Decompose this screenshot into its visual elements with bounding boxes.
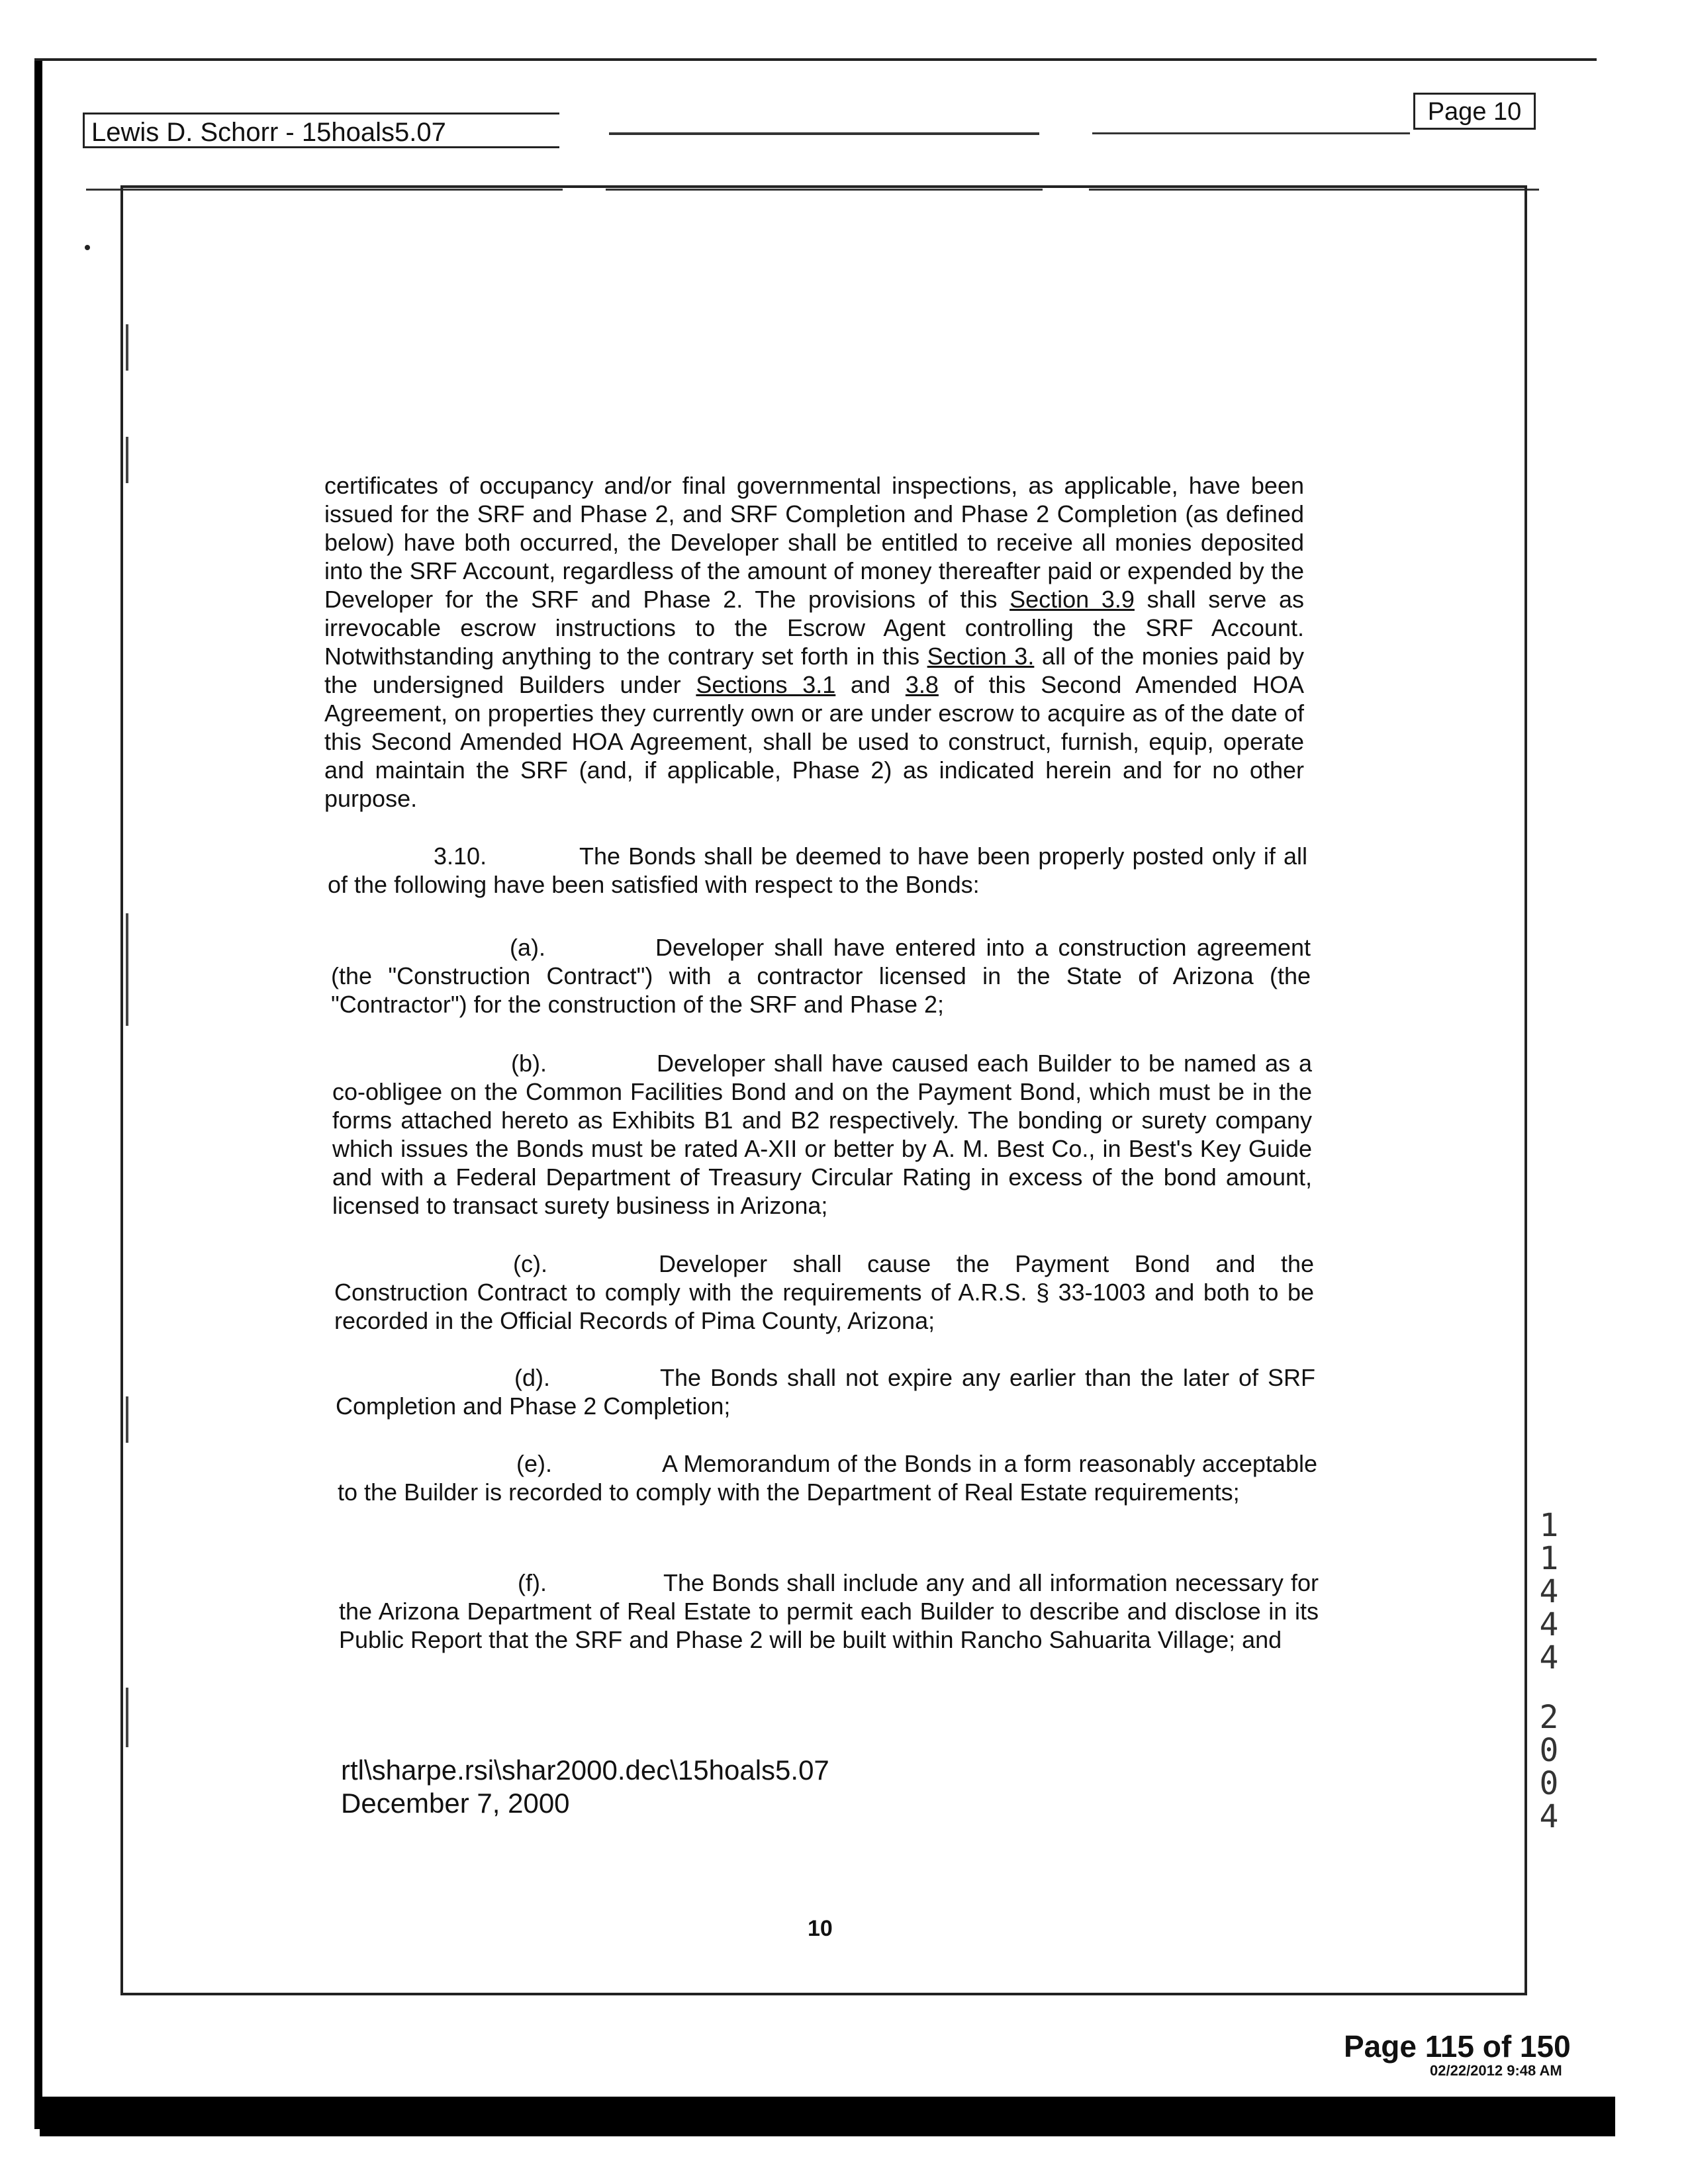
docket-digit: 4: [1539, 1798, 1559, 1835]
scan-edge-top: [34, 58, 1597, 61]
section-text: The Bonds shall be deemed to have been properly posted only if all of the following have been satisfied with respect to the Bonds:: [328, 842, 1307, 898]
header-rule: [609, 132, 1039, 135]
text-run: certificates of occupancy and/or final governmental inspections, as applicable, have been issued for the SRF and Phase 2, and SRF Completion and Phase 2 Completion (as defined below) have both occurred, the Developer shall be entitled to receive all monies deposited into the SRF Account, regardless of the amount of money thereafter paid or expended by the Developer for the SRF and Phase 2. The provisions of this: [324, 472, 1304, 613]
text-run: shall serve as irrevocable escrow instructions to the Escrow Agent controlling the SRF Account. Notwithstanding anything to the contrary set forth in this: [324, 586, 1304, 670]
scan-edge-left: [34, 61, 42, 2129]
page-number: 10: [808, 1916, 833, 1941]
item-label: (e).: [516, 1450, 552, 1477]
item-text: A Memorandum of the Bonds in a form reasonably acceptable to the Builder is recorded to comply with the Department of Real Estate requirements;: [338, 1450, 1317, 1506]
text-run: of this Second Amended HOA Agreement, on properties they currently own or are under escrow to acquire as of the date of this Second Amended HOA Agreement, shall be used to construct, furnish, equip, operate and maintain the SRF (and, if applicable, Phase 2) as indicated herein and for no other purpose.: [324, 671, 1304, 812]
section-number: 3.10.: [434, 842, 487, 870]
list-item: [336, 1363, 1315, 1420]
recorder-timestamp: 02/22/2012 9:48 AM: [1430, 2062, 1562, 2079]
item-text: Developer shall have entered into a construction agreement (the "Construction Contract") with a contractor licensed in the State of Arizona (the "Contractor") for the construction of the SRF and Phase 2;: [331, 934, 1311, 1018]
docket-digit: 1: [1539, 1507, 1559, 1544]
list-item: [332, 1049, 1312, 1220]
list-item: [331, 933, 1311, 1019]
header-page-label: Page 10: [1413, 93, 1536, 130]
docket-gap: [1529, 1674, 1569, 1701]
list-item: [338, 1449, 1317, 1506]
header-rule: [1092, 132, 1410, 134]
section-reference: Section 3.: [927, 643, 1035, 670]
docket-digit: 1: [1539, 1540, 1559, 1577]
section-3-10: [328, 842, 1307, 899]
item-text: Developer shall cause the Payment Bond and the Construction Contract to comply with the requirements of A.R.S. § 33-1003 and both to be recorded in the Official Records of Pima County, Arizona;: [334, 1250, 1314, 1334]
item-text: The Bonds shall include any and all information necessary for the Arizona Department of Real Estate to permit each Builder to describe and disclose in its Public Report that the SRF and Phase 2 will be built within Rancho Sahuarita Village; and: [339, 1569, 1319, 1653]
footer-date: December 7, 2000: [341, 1788, 570, 1819]
item-label: (a).: [510, 934, 545, 961]
item-label: (d).: [514, 1364, 550, 1391]
item-text: The Bonds shall not expire any earlier than the later of SRF Completion and Phase 2 Completion;: [336, 1364, 1315, 1420]
item-label: (f).: [518, 1569, 547, 1596]
item-label: (b).: [511, 1050, 547, 1077]
section-reference: Sections 3.1: [696, 671, 836, 698]
list-item: [334, 1250, 1314, 1335]
text-run: all of the monies paid by the undersigned Builders under: [324, 643, 1305, 698]
scan-edge-bottom: [40, 2097, 1615, 2136]
docket-digit: 2: [1539, 1699, 1559, 1736]
margin-mark: [85, 245, 90, 250]
footer-file-path: rtl\sharpe.rsi\shar2000.dec\15hoals5.07: [341, 1754, 829, 1786]
header-title: Lewis D. Schorr - 15hoals5.07: [83, 113, 559, 148]
text-run: and: [835, 671, 906, 698]
recorder-page-of: Page 115 of 150: [1344, 2029, 1571, 2064]
footer-block: [341, 1754, 829, 1820]
docket-digit: 4: [1539, 1639, 1559, 1676]
docket-number: [1529, 1509, 1569, 1833]
docket-digit: 0: [1539, 1765, 1559, 1802]
docket-digit: 4: [1539, 1606, 1559, 1643]
docket-digit: 4: [1539, 1573, 1559, 1610]
docket-digit: 0: [1539, 1732, 1559, 1769]
list-item: [339, 1569, 1319, 1654]
paragraph-intro: [324, 471, 1304, 813]
item-label: (c).: [513, 1250, 547, 1277]
section-reference: Section 3.9: [1009, 586, 1135, 613]
item-text: Developer shall have caused each Builder to be named as a co-obligee on the Common Facilities Bond and on the Payment Bond, which must be in the forms attached hereto as Exhibits B1 and B2 respectively. The bonding or surety company which issues the Bonds must be rated A-XII or better by A. M. Best Co., in Best's Key Guide and with a Federal Department of Treasury Circular Rating in excess of the bond amount, licensed to transact surety business in Arizona;: [332, 1050, 1312, 1219]
section-reference: 3.8: [905, 671, 939, 698]
